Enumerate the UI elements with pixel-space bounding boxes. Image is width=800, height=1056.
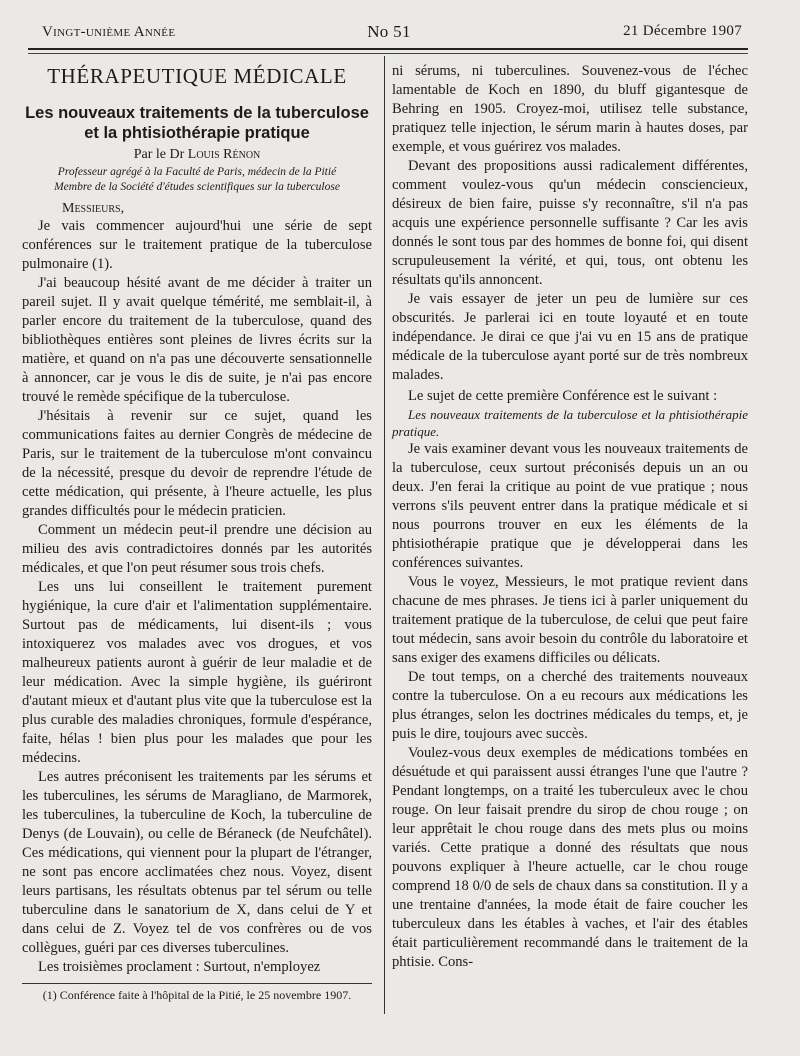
column-divider [384, 56, 385, 1014]
body-paragraph: J'hésitais à revenir sur ce sujet, quand les communications faites au dernier Congrès de médecine de Paris, sur le traitement de la tuberculose m'ont convaincu de la nécessité, presque du devoir de reprendre l'étude de cette médication, qui présente, à l'heure actuelle, les plus grandes difficultés pour le médecin praticien. [22, 408, 372, 519]
body-paragraph: Voulez-vous deux exemples de médications tombées en désuétude et qui paraissent aussi étranges l'une que l'autre ? Pendant longtemps, on a traité les tuberculeux avec le chou rouge. On leur faisait prendre du sirop de chou rouge ; on leur apprêtait le chou rouge dans des mets plus ou moins variés. Cette pratique a donné des résultats que nous pouvons expliquer à l'heure actuelle, car le chou rouge comprend 18 0/0 de sels de chaux dans sa constitution. Il y a une trentaine d'années, la mode était de faire coucher les tuberculeux dans les étables à vaches, et l'air des étables était particulièrement recommandé dans le traitement de la phtisie. Cons- [392, 745, 748, 970]
header-rule-thick [28, 48, 748, 50]
section-title: THÉRAPEUTIQUE MÉDICALE [47, 64, 347, 88]
body-paragraph: Les troisièmes proclament : Surtout, n'employez [38, 959, 321, 975]
footnote: (1) Conférence faite à l'hôpital de la Pitié, le 25 novembre 1907. [42, 988, 352, 1002]
author-affiliation-2: Membre de la Société d'études scientifiques sur la tuberculose [54, 181, 340, 193]
running-header [30, 20, 748, 46]
body-paragraph: De tout temps, on a cherché des traitements nouveaux contre la tuberculose. On a eu recours aux médications les plus étranges, selon les doctrines médicales du temps, et, je puis le dire, toujours avec succès. [392, 669, 748, 742]
byline-prefix: Par le Dr [133, 147, 185, 162]
header-rule-thin [28, 53, 748, 54]
subject-intro: Le sujet de cette première Conférence est le suivant : [408, 388, 718, 404]
article-title-line-2: et la phtisiothérapie pratique [84, 124, 310, 142]
body-paragraph: Je vais commencer aujourd'hui une série de sept conférences sur le traitement pratique de la tuberculose pulmonaire (1). [22, 218, 372, 272]
byline [22, 147, 372, 163]
body-paragraph: Les autres préconisent les traitements par les sérums et les tuberculines, les sérums de Maragliano, de Marmorek, les tuberculines, la tuberculine de Koch, la tuberculine de Denys (de Louvain), ou celle de Béraneck (de Neufchâtel). Ces médications, qui viennent pour la plupart de l'étranger, ne sont pas encore acclimatées chez nous. Voyez, disent leurs partisans, les résultats obtenus par tel sérum ou telle tuberculine dans le sanatorium de X, dans celui de Y et dans celui de Z. Voyez tel de vos confrères ou de vos collègues, guéri par ces diverses tuberculines. [22, 769, 372, 956]
author-name: Louis Rénon [187, 147, 261, 162]
body-paragraph: Je vais examiner devant vous les nouveaux traitements de la tuberculose, ceux surtout préconisés depuis un an ou deux. J'en ferai la critique au point de vue pratique ; nous verrons s'ils peuvent entrer dans la pratique médicale et si nous pourrons trouver en eux les éléments de la phtisiothérapie pratique que je développerai dans les conférences suivantes. [392, 441, 748, 571]
salutation: Messieurs, [62, 201, 125, 216]
body-paragraph: Devant des propositions aussi radicalement différentes, comment voulez-vous qu'un médecin consciencieux, désireux de bien faire, puisse s'y reconnaître, s'il n'a pas acquis une expérience personnelle suffisante ? Car les avis donnés le sont tous par des hommes de bonne foi, qui disent scrupuleusement la vérité, et qui, tous, ont obtenu les résultats qu'ils annoncent. [392, 158, 748, 288]
body-paragraph: Je vais essayer de jeter un peu de lumière sur ces obscurités. Je parlerai ici en toute loyauté et en toute indépendance. Je dirai ce que j'ai vu en 15 ans de pratique médicale de la tuberculose ayant porté sur de très nombreux malades. [392, 291, 748, 383]
right-column [392, 62, 748, 972]
author-affiliation-1: Professeur agrégé à la Faculté de Paris, médecin de la Pitié [57, 166, 337, 178]
body-paragraph: ni sérums, ni tuberculines. Souvenez-vous de l'échec lamentable de Koch en 1890, du bluff gigantesque de Behring en 1905. Croyez-moi, utilisez telle substance, pratiquez telle injection, le sérum marin à hautes doses, par exemple, et vous guérirez vos malades. [392, 63, 748, 155]
issue-number: No 51 [367, 22, 411, 41]
body-paragraph: Vous le voyez, Messieurs, le mot pratique revient dans chacune de mes phrases. Je tiens ici à parler uniquement du traitement pratique de la tuberculose, de celui que peut faire tout médecin, sans avoir besoin du contrôle du laboratoire et sans exiger des examens difficiles ou délicats. [392, 574, 748, 666]
body-paragraph: J'ai beaucoup hésité avant de me décider à traiter un pareil sujet. Il y avait quelque témérité, me semblait-il, à parler encore du traitement de la tuberculose, quand des bibliothèques entières sont pleines de livres écrits sur la matière, et quand on n'a pas une découverte sensationnelle à annoncer, car je vous le dis de suite, je n'ai pas encore trouvé le remède spécifique de la tuberculose. [22, 275, 372, 405]
left-column [22, 60, 372, 1003]
volume-label: Vingt-unième Année [42, 24, 176, 40]
lecture-subject: Les nouveaux traitements de la tuberculose et la phtisiothérapie pratique. [392, 407, 748, 439]
issue-date: 21 Décembre 1907 [623, 23, 742, 39]
footnote-rule [22, 983, 372, 984]
body-paragraph: Comment un médecin peut-il prendre une décision au milieu des avis contradictoires donnés par les autorités médicales, et que l'on peut résumer sous trois chefs. [22, 522, 372, 576]
article-title-line-1: Les nouveaux traitements de la tuberculose [25, 104, 369, 122]
body-paragraph: Les uns lui conseillent le traitement purement hygiénique, la cure d'air et l'alimentation supplémentaire. Surtout pas de médicaments, lui disent-ils ; vous intoxiquerez vos malades avec vos drogues, et vos malheureux patients auront à guérir de leur maladie et de leur médication. Avec la simple hygiène, ils guériront d'autant mieux et d'autant plus vite que la tuberculose est la plus curable des maladies chroniques, formule d'espérance, faite, hélas ! bien plus pour les malades que pour les médecins. [22, 579, 372, 766]
